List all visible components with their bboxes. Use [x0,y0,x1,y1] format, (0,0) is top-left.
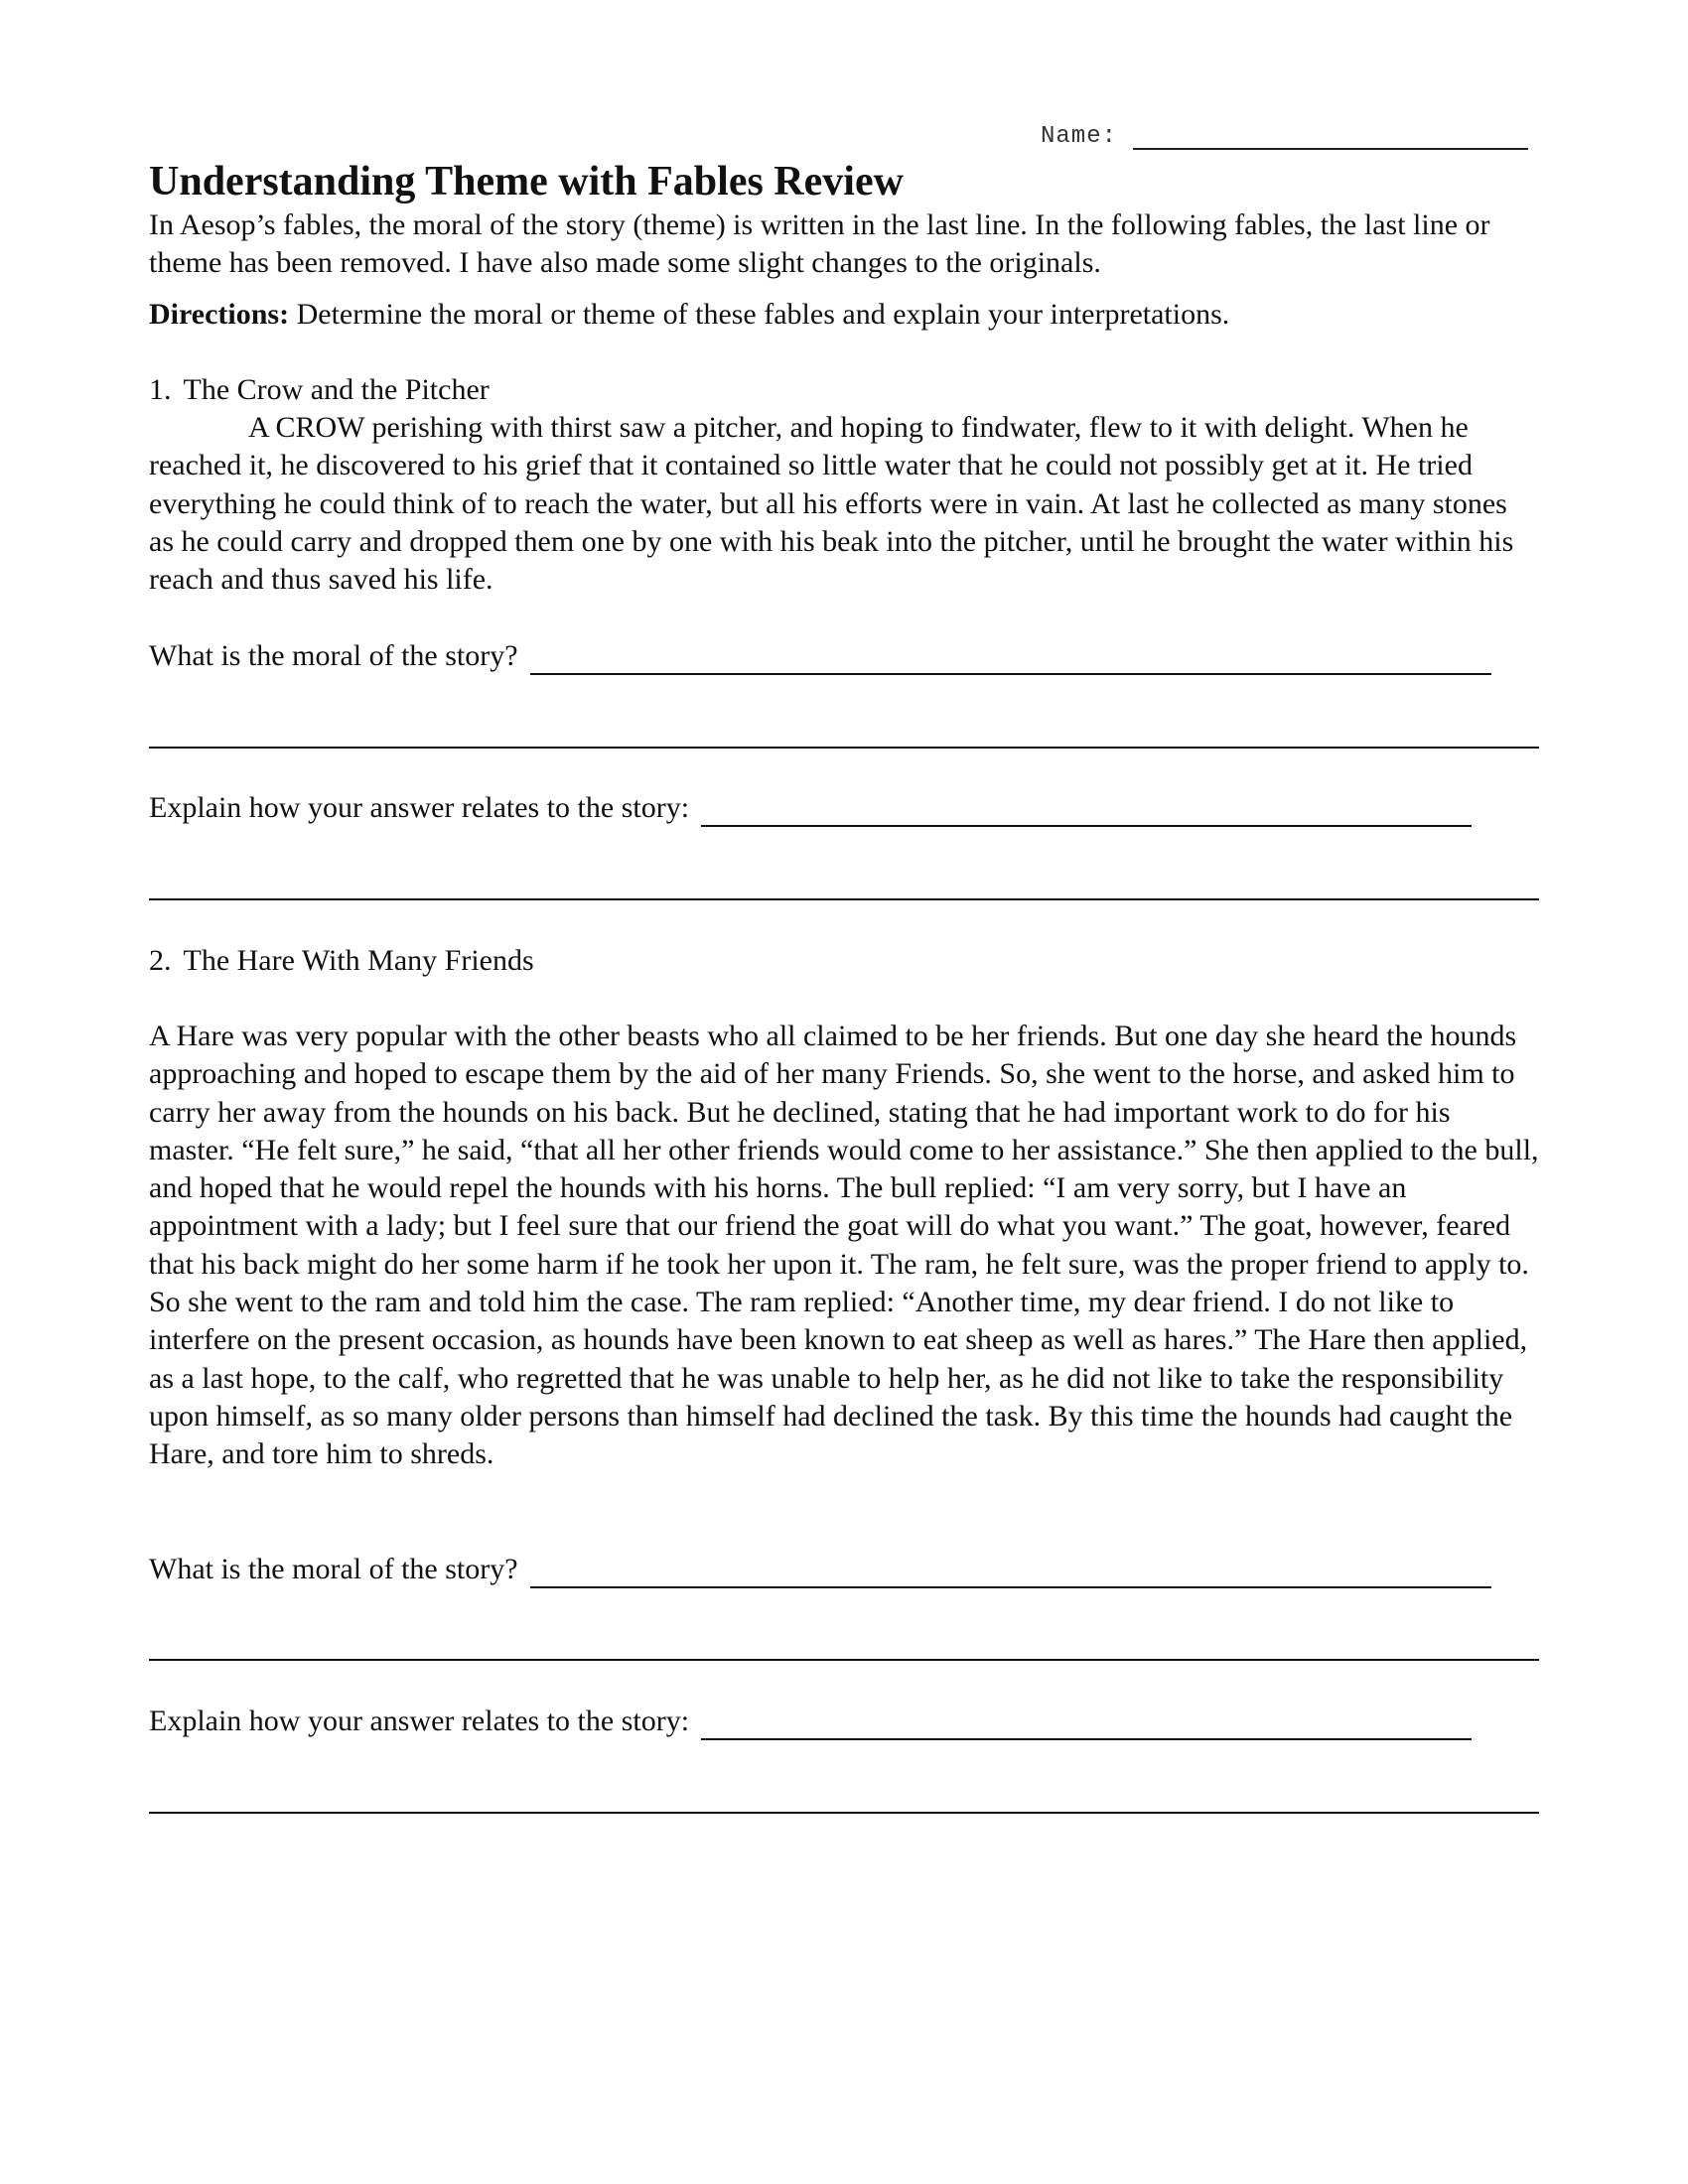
story-2-number: 2. [149,944,172,977]
story-1-heading [149,371,490,409]
story-2-explain-row [149,1703,1539,1740]
story-2-moral-row [149,1551,1539,1588]
story-1-number: 1. [149,373,172,406]
story-1-moral-row [149,637,1539,675]
story-1-text: A CROW perishing with thirst saw a pitcher, and hoping to findwater, flew to it with delight. When he reached it, he discovered to his grief that it contained so little water that he could not possibly get at it. He tried everything he could think of to reach the water, but all his efforts were in vain. At last he collected as many stones as he could carry and dropped them one by one with his beak into the pitcher, until he brought the water within his reach and thus saved his life. [149,411,1514,597]
directions-paragraph [149,296,1539,334]
story-2-moral-answer-line-2[interactable] [149,1659,1539,1661]
story-2-heading [149,942,534,980]
story-1-moral-answer-line-2[interactable] [149,747,1539,749]
story-1-moral-answer-line[interactable] [530,643,1491,675]
story-1-explain-question: Explain how your answer relates to the story: [149,791,690,824]
story-2-text: A Hare was very popular with the other beasts who all claimed to be her friends. But one day she heard the hounds approaching and hoped to escape them by the aid of her many Friends. So, she went to the horse, and asked him to carry her away from the hounds on his back. But he declined, stating that he had important work to do for his master. “He felt sure,” he said, “that all her other friends would come to her assistance.” She then applied to the bull, and hoped that he would repel the hounds with his horns. The bull replied: “I am very sorry, but I have an appointment with a lady; but I feel sure that our friend the goat will do what you want.” The goat, however, feared that his back might do her some harm if he took her upon it. The ram, he felt sure, was the proper friend to apply to. So she went to the ram and told him the case. The ram replied: “Another time, my dear friend. I do not like to interfere on the present occasion, as hounds have been known to eat sheep as well as hares.” The Hare then applied, as a last hope, to the calf, who regretted that he was unable to help her, as he did not like to take the responsibility upon himself, as so many older persons than himself had declined the task. By this time the hounds had caught the Hare, and tore him to shreds. [149,1020,1539,1471]
story-1-explain-answer-line-2[interactable] [149,898,1539,900]
directions-text: Determine the moral or theme of these fables and explain your interpretations. [296,298,1230,331]
worksheet-title: Understanding Theme with Fables Review [149,159,904,205]
directions-label: Directions: [149,298,290,331]
story-1-title: The Crow and the Pitcher [183,373,490,406]
story-2-explain-answer-line-2[interactable] [149,1812,1539,1814]
story-1-explain-answer-line[interactable] [701,795,1472,827]
story-2-moral-answer-line[interactable] [530,1557,1491,1588]
story-2-explain-answer-line[interactable] [701,1708,1472,1740]
name-input-line[interactable] [1133,128,1528,150]
story-2-explain-question: Explain how your answer relates to the story: [149,1705,690,1737]
story-2-moral-question: What is the moral of the story? [149,1553,518,1585]
name-field-row [1041,123,1528,150]
intro-paragraph: In Aesop’s fables, the moral of the story (theme) is written in the last line. In the following fables, the last line or theme has been removed. I have also made some slight changes to the originals. [149,208,1490,279]
story-2-title: The Hare With Many Friends [183,944,534,977]
story-1-moral-question: What is the moral of the story? [149,639,518,672]
name-label: Name: [1041,123,1118,150]
story-1-explain-row [149,789,1539,827]
